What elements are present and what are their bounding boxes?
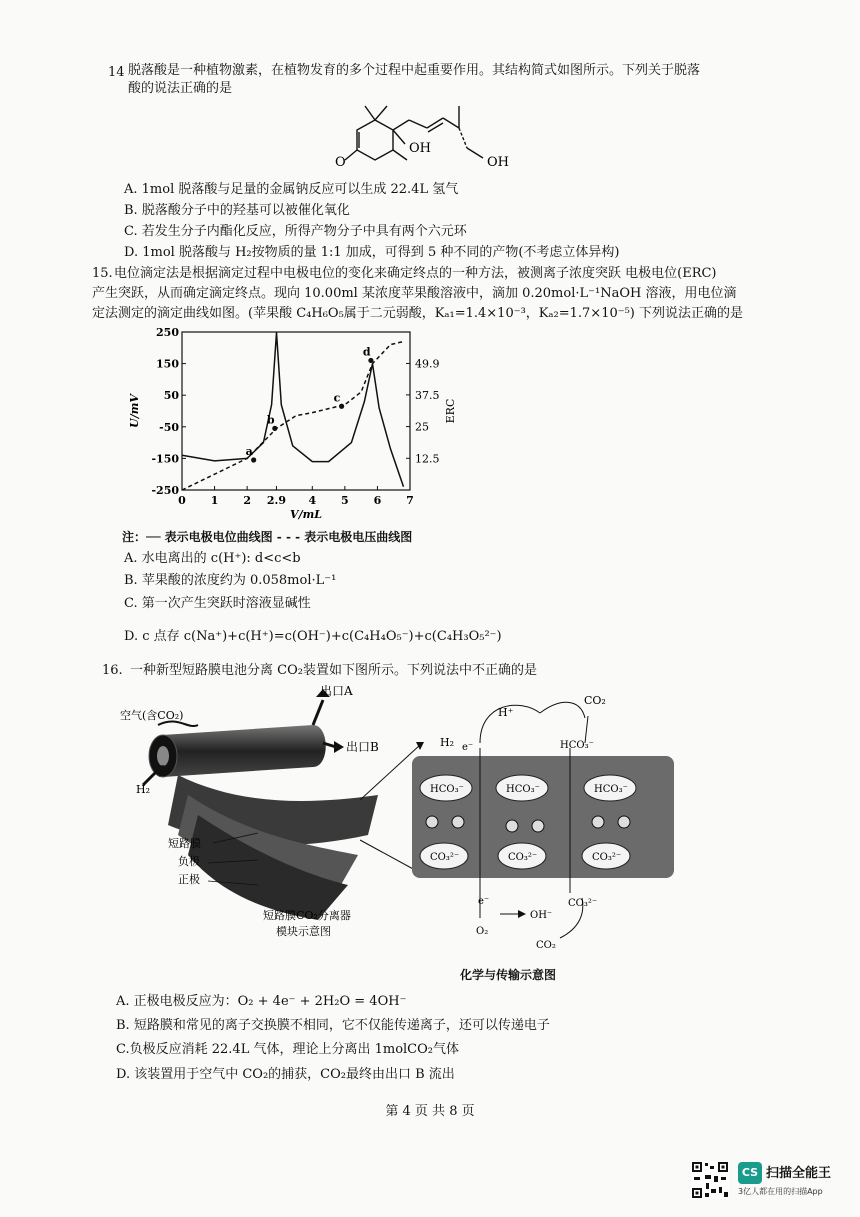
scanner-watermark — [738, 1160, 848, 1200]
abscisic-acid-structure — [335, 98, 535, 180]
q14-option-c: C. 若发生分子内酯化反应，所得产物分子中具有两个六元环 — [124, 224, 467, 239]
point-a — [251, 457, 256, 462]
q15-option-b: B. 苹果酸的浓度约为 0.058mol·L⁻¹ — [124, 573, 337, 588]
q15-option-a: A. 水电离出的 c(H⁺): d<c<b — [124, 551, 301, 566]
x-tick-label: 6 — [373, 494, 382, 507]
q15-stem-line1: 电位滴定法是根据滴定过程中电极电位的变化来确定终点的一种方法，被测离子浓度突跃 电极电位(ERC) — [114, 266, 717, 281]
y2-tick-label: 49.9 — [415, 357, 440, 371]
ion-label: CO₃²⁻ — [508, 852, 538, 863]
q14-option-d: D. 1mol 脱落酸与 H₂按物质的量 1:1 加成，可得到 5 种不同的产物(不考虑立体异构) — [124, 245, 620, 260]
scanner-logo: CS — [738, 1162, 762, 1184]
membrane-label: 短路膜 — [168, 837, 201, 850]
outlet-a-label: 出口A — [320, 685, 353, 698]
qr-code-icon — [691, 1161, 729, 1199]
x-tick-label: 2.9 — [266, 494, 287, 507]
chart-note: 注：── 表示电极电位曲线图 - - - 表示电极电压曲线图 — [122, 530, 413, 544]
oh-label-2: OH — [487, 155, 509, 170]
e-top-label: e⁻ — [462, 742, 474, 753]
point-c — [339, 404, 344, 409]
x-tick-label: 7 — [406, 494, 414, 507]
q16-option-a: A. 正极电极反应为：O₂ + 4e⁻ + 2H₂O = 4OH⁻ — [116, 994, 407, 1009]
ion-label: HCO₃⁻ — [506, 784, 540, 795]
scanner-subtitle: 3亿人都在用的扫描App — [738, 1187, 823, 1196]
point-b — [272, 426, 277, 431]
x-tick-label: 0 — [178, 494, 186, 507]
negative-label: 负极 — [178, 855, 200, 868]
y2-tick-label: 12.5 — [415, 452, 440, 466]
point-label-d: d — [362, 345, 371, 359]
point-label-b: b — [266, 413, 275, 427]
ion-label: HCO₃⁻ — [430, 784, 464, 795]
hco3-top-label: HCO₃⁻ — [560, 740, 594, 751]
left-caption-1: 短路膜CO₂分离器 — [263, 909, 351, 922]
co2-bottom-label: CO₂ — [536, 940, 556, 951]
q15-option-d: D. c 点存 c(Na⁺)+c(H⁺)=c(OH⁻)+c(C₄H₄O₅⁻)+c(C₄H₃O₅²⁻) — [124, 629, 502, 644]
point-label-c: c — [333, 391, 341, 405]
ion-label: CO₃²⁻ — [430, 852, 460, 863]
q16-option-b: B. 短路膜和常见的离子交换膜不相同，它不仅能传递离子，还可以传递电子 — [116, 1018, 550, 1033]
page-number: 第 4 页 共 8 页 — [385, 1104, 475, 1119]
y-tick-label: 50 — [163, 389, 179, 403]
positive-label: 正极 — [178, 873, 200, 886]
x-tick-label: 2 — [243, 494, 251, 507]
o-label: O — [335, 155, 346, 170]
voltage-curve — [182, 342, 404, 491]
q16-option-c: C.负极反应消耗 22.4L 气体，理论上分离出 1molCO₂气体 — [116, 1042, 459, 1057]
y-tick-label: -250 — [151, 484, 179, 497]
transport-diagram — [410, 688, 680, 958]
x-tick-label: 4 — [308, 494, 317, 507]
h2-label: H₂ — [440, 736, 455, 749]
co2-top-label: CO₂ — [584, 694, 606, 707]
q14-number: 14 — [108, 65, 125, 80]
air-label: 空气(含CO₂) — [120, 709, 184, 722]
plot-frame — [182, 332, 410, 490]
y-tick-label: 250 — [156, 326, 179, 339]
x-tick-label: 5 — [341, 494, 349, 507]
q14-option-b: B. 脱落酸分子中的羟基可以被催化氧化 — [124, 203, 350, 218]
co3-bottom-label: CO₃²⁻ — [568, 898, 598, 909]
y2-tick-label: 25 — [415, 420, 429, 434]
y-axis-label: U/mV — [128, 394, 141, 428]
q16-option-d: D. 该装置用于空气中 CO₂的捕获，CO₂最终由出口 B 流出 — [116, 1067, 455, 1082]
h-plus-label: H⁺ — [498, 706, 514, 719]
q15-stem-line3: 定法测定的滴定曲线如图。(苹果酸 C₄H₆O₅属于二元弱酸，Kₐ₁=1.4×10⁻³，Kₐ₂=1.7×10⁻⁵) 下列说法正确的是 — [92, 306, 744, 321]
q16-stem: 一种新型短路膜电池分离 CO₂装置如下图所示。下列说法中不正确的是 — [130, 663, 537, 678]
ion-label: CO₃²⁻ — [592, 852, 622, 863]
e-bottom-label: e⁻ — [478, 896, 490, 907]
q15-number: 15. — [92, 266, 113, 281]
q14-stem-line1: 脱落酸是一种植物激素，在植物发育的多个过程中起重要作用。其结构简式如图所示。下列关于脱落 — [128, 63, 701, 78]
y-tick-label: -50 — [159, 420, 179, 434]
scanner-title: 扫描全能王 — [766, 1166, 832, 1181]
y-tick-label: -150 — [151, 452, 179, 466]
o2-label: O₂ — [476, 926, 489, 937]
q15-option-c: C. 第一次产生突跃时溶液显碱性 — [124, 596, 311, 611]
point-d — [368, 358, 373, 363]
y2-axis-label: ERC — [444, 398, 457, 424]
q14-option-a: A. 1mol 脱落酸与足量的金属钠反应可以生成 22.4L 氢气 — [124, 182, 459, 197]
ion-label: HCO₃⁻ — [594, 784, 628, 795]
oh-label: OH⁻ — [530, 910, 553, 921]
q15-stem-line2: 产生突跃，从而确定滴定终点。现向 10.00ml 某浓度苹果酸溶液中，滴加 0.20mol·L⁻¹NaOH 溶液，用电位滴 — [92, 286, 737, 301]
q14-stem-line2: 酸的说法正确的是 — [128, 81, 233, 96]
y-tick-label: 150 — [156, 357, 179, 371]
h2-inlet-label: H₂ — [136, 783, 151, 796]
q16-number: 16. — [102, 663, 123, 678]
outlet-b-label: 出口B — [346, 740, 379, 754]
oh-label-1: OH — [409, 141, 431, 156]
titration-chart — [120, 322, 460, 522]
right-caption: 化学与传输示意图 — [460, 968, 557, 982]
x-tick-label: 1 — [210, 494, 219, 507]
x-axis-label: V/mL — [290, 508, 322, 521]
y2-tick-label: 37.5 — [415, 388, 440, 402]
left-caption-2: 模块示意图 — [276, 925, 331, 938]
point-label-a: a — [245, 444, 253, 458]
